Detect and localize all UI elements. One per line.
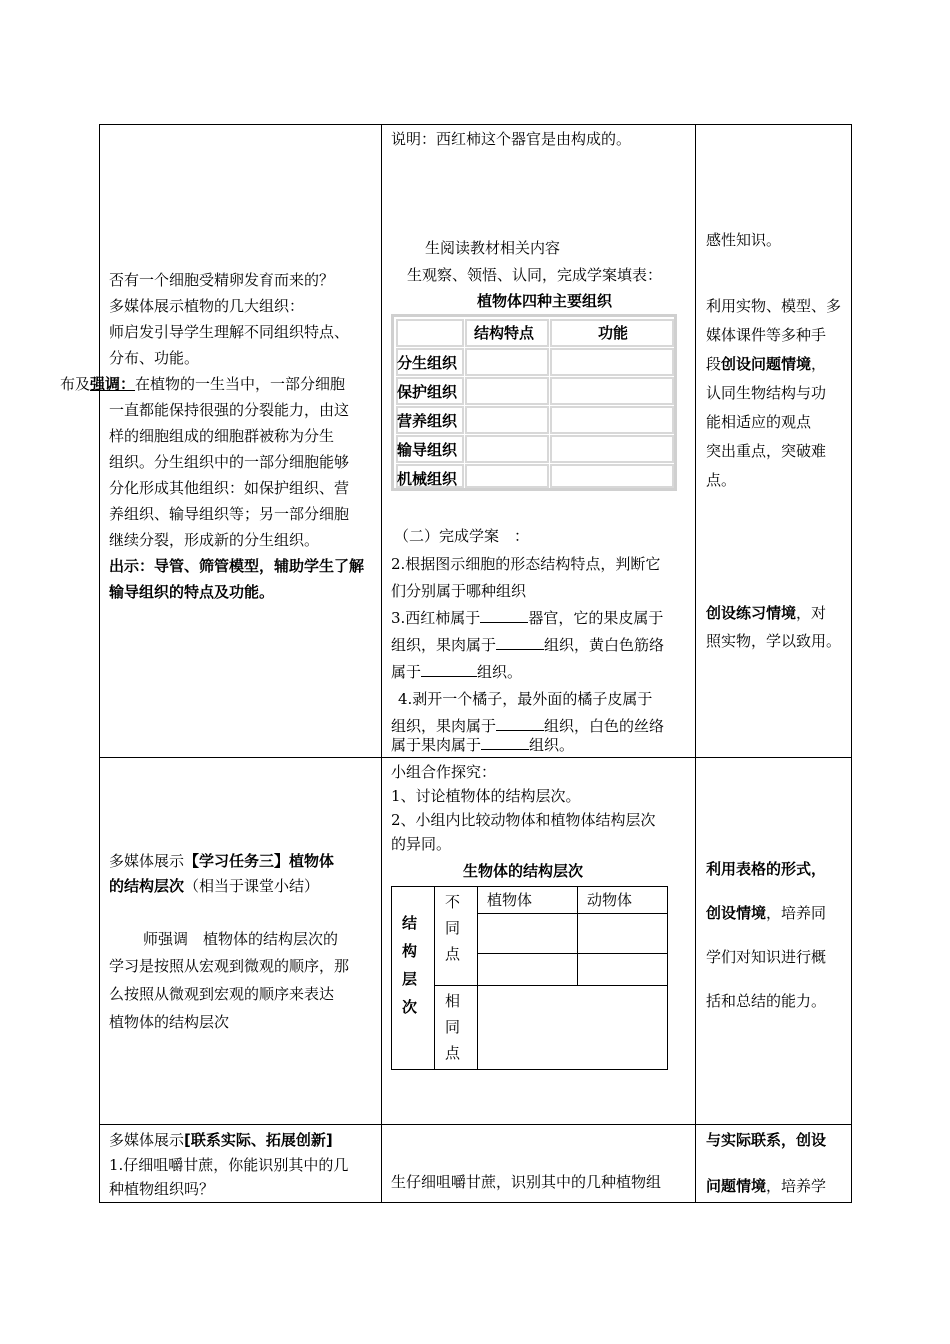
fill-blank-line xyxy=(391,605,663,631)
text-segment-bold: 植物体 xyxy=(289,852,335,870)
mid-text-line: 生观察、领悟、认同，完成学案填表： xyxy=(407,266,663,284)
text-segment: 组织。 xyxy=(529,736,575,754)
right-text-line-bold xyxy=(706,1127,826,1153)
table-cell xyxy=(550,464,674,488)
left-text-line: 分化形成其他组织：如保护组织、营 xyxy=(109,479,350,497)
text-segment-bold: 的结构层次 xyxy=(109,877,185,895)
left-text-line: 继续分裂，形成新的分生组织。 xyxy=(109,531,320,549)
text-segment: 组织，白色的丝络 xyxy=(544,717,665,735)
right-text-line xyxy=(706,1173,826,1199)
text-segment: ，培养学 xyxy=(766,1177,827,1195)
diff-label-vertical xyxy=(445,889,460,967)
tissue-table xyxy=(391,314,677,491)
col-header-plant: 植物体 xyxy=(487,891,533,909)
right-text-line: 学们对知识进行概 xyxy=(706,948,827,966)
text-segment-bold: 与实际联系， xyxy=(706,1131,797,1149)
right-text-line: 认同生物结构与功 xyxy=(706,384,827,402)
fill-blank-line xyxy=(391,632,664,658)
label-char: 点 xyxy=(445,945,461,963)
text-segment: 3.西红柿属于 xyxy=(391,609,481,627)
table-header: 功能 xyxy=(598,324,629,342)
text-segment: 组织，果肉属于 xyxy=(391,717,497,735)
left-text-line: 分布、功能。 xyxy=(109,349,200,367)
text-segment: 属于 xyxy=(391,663,422,681)
mid-text-line: 的异同。 xyxy=(391,835,452,853)
row-header-char: 构 xyxy=(402,942,418,960)
right-text-line-bold: 利用表格的形式， xyxy=(706,860,827,878)
table2-title: 生物体的结构层次 xyxy=(463,862,584,880)
col-header-animal: 动物体 xyxy=(587,891,633,909)
text-segment: 组织。 xyxy=(477,663,523,681)
row-header-vertical xyxy=(402,909,417,1021)
right-text-line: 感性知识。 xyxy=(706,231,782,249)
mid-text-line: 小组合作探究： xyxy=(391,763,497,781)
mid-text-line: 1、讨论植物体的结构层次。 xyxy=(391,787,581,805)
mid-text-line: 生阅读教材相关内容 xyxy=(425,239,561,257)
label-char: 同 xyxy=(445,919,461,937)
col-divider-2 xyxy=(695,124,696,1203)
text-segment-bold: 创设问题情境 xyxy=(721,355,812,373)
row-header-char: 层 xyxy=(402,970,418,988)
label-char: 不 xyxy=(445,893,461,911)
right-text-line: 媒体课件等多种手 xyxy=(706,326,827,344)
text-segment: ，培养同 xyxy=(766,904,827,922)
label-char: 点 xyxy=(445,1044,461,1062)
table-border-bottom xyxy=(99,1202,852,1203)
answer-blank[interactable] xyxy=(421,660,477,677)
table-row-label: 分生组织 xyxy=(397,354,458,372)
table-cell xyxy=(550,348,674,376)
left-text-line: 么按照从微观到宏观的顺序来表达 xyxy=(109,985,335,1003)
table-cell xyxy=(465,464,549,488)
table-row-label: 输导组织 xyxy=(397,441,458,459)
table-cell xyxy=(550,406,674,434)
left-text-line xyxy=(109,1127,333,1153)
mid-text-line: 2.根据图示细胞的形态结构特点，判断它 xyxy=(391,555,661,573)
text-segment: ， xyxy=(811,355,827,373)
left-text-line xyxy=(109,873,319,899)
margin-note xyxy=(60,371,345,397)
text-segment-bold: 创设情境 xyxy=(706,904,767,922)
margin-note-text: 布及 xyxy=(60,375,91,393)
table-border-right xyxy=(851,124,852,1203)
text-segment-bold: 【学习任务三】 xyxy=(184,852,290,870)
right-text-line: 照实物，学以致用。 xyxy=(706,632,842,650)
left-text-line: 植物体的结构层次 xyxy=(109,1013,230,1031)
mid-text-line: 们分别属于哪种组织 xyxy=(391,582,527,600)
text-segment: 组织，黄白色筋络 xyxy=(544,636,665,654)
left-text-line xyxy=(109,848,334,874)
left-text-line: 否有一个细胞受精卵发育而来的？ xyxy=(109,271,335,289)
table-line xyxy=(477,887,478,1069)
left-text-line: 师强调 植物体的结构层次的 xyxy=(143,930,339,948)
left-text-line-bold: 输导组织的特点及功能。 xyxy=(109,583,275,601)
right-text-line: 括和总结的能力。 xyxy=(706,992,827,1010)
mid-text-line: 生仔细咀嚼甘蔗，识别其中的几种植物组 xyxy=(391,1173,662,1191)
right-text-line xyxy=(706,351,826,377)
table-row-label: 营养组织 xyxy=(397,412,458,430)
left-text-line: 种植物组织吗？ xyxy=(109,1180,215,1198)
fill-blank-line xyxy=(391,659,522,685)
mid-text-line: 4.剥开一个橘子，最外面的橘子皮属于 xyxy=(398,690,653,708)
label-char: 同 xyxy=(445,1018,461,1036)
text-segment: 器官，它的果皮属于 xyxy=(528,609,664,627)
col-divider-1 xyxy=(381,124,382,1203)
right-text-line xyxy=(706,900,826,926)
mid-text-line: 说明：西红柿这个器官是由构成的。 xyxy=(391,130,632,148)
left-text-line: 学习是按照从宏观到微观的顺序，那 xyxy=(109,957,350,975)
table-cell xyxy=(465,377,549,405)
right-text-line: 突出重点，突破难 xyxy=(706,442,827,460)
answer-blank[interactable] xyxy=(480,606,528,623)
text-segment-bold: 创设 xyxy=(796,1131,827,1149)
table-border-top xyxy=(99,124,852,125)
structure-level-table xyxy=(391,886,668,1070)
right-text-line: 利用实物、模型、多 xyxy=(706,297,842,315)
left-text-line: 多媒体展示植物的几大组织： xyxy=(109,297,305,315)
table-cell xyxy=(550,377,674,405)
mid-text-line: （二）完成学案 ： xyxy=(394,527,530,545)
label-char: 相 xyxy=(445,992,461,1010)
table-line xyxy=(477,913,667,914)
left-text-line-bold: 出示：导管、筛管模型，辅助学生了解 xyxy=(109,557,365,575)
table-row-label: 保护组织 xyxy=(397,383,458,401)
row-header-char: 次 xyxy=(402,998,418,1016)
answer-blank[interactable] xyxy=(496,633,544,650)
table1-title: 植物体四种主要组织 xyxy=(477,292,613,310)
emphasis-text: 在植物的一生当中，一部分细胞 xyxy=(135,375,346,393)
text-segment-bold: [联系实际、拓展创新] xyxy=(184,1131,333,1149)
right-text-line xyxy=(706,600,826,626)
right-text-line: 能相适应的观点 xyxy=(706,413,812,431)
answer-blank[interactable] xyxy=(481,733,529,750)
text-segment-bold: 创设练习情境 xyxy=(706,604,797,622)
table-header: 结构特点 xyxy=(474,324,535,342)
table-line xyxy=(477,953,667,954)
left-text-line: 组织。分生组织中的一部分细胞能够 xyxy=(109,453,350,471)
answer-blank[interactable] xyxy=(496,714,544,731)
row-header-char: 结 xyxy=(402,914,418,932)
row-divider-2 xyxy=(99,1124,852,1125)
table-line xyxy=(577,887,578,985)
left-text-line: 师启发引导学生理解不同组织特点、 xyxy=(109,323,350,341)
fill-blank-line xyxy=(391,732,574,758)
text-segment: ，对 xyxy=(796,604,827,622)
table-cell xyxy=(465,348,549,376)
table-cell xyxy=(550,435,674,463)
table-row-label: 机械组织 xyxy=(397,470,458,488)
text-segment: （相当于课堂小结） xyxy=(184,877,320,895)
left-text-line: 样的细胞组成的细胞群被称为分生 xyxy=(109,427,335,445)
text-segment: 属于果肉属于 xyxy=(391,736,482,754)
left-text-line: 1.仔细咀嚼甘蔗，你能识别其中的几 xyxy=(109,1156,349,1174)
left-text-line: 一直都能保持很强的分裂能力，由这 xyxy=(109,401,350,419)
text-segment: 多媒体展示 xyxy=(109,1131,185,1149)
table-line xyxy=(434,985,667,986)
text-segment-bold: 问题情境 xyxy=(706,1177,767,1195)
emphasis-label: 强调： xyxy=(90,375,136,393)
table-line xyxy=(434,887,435,1069)
table-cell xyxy=(465,406,549,434)
text-segment: 段 xyxy=(706,355,722,373)
text-segment: 组织，果肉属于 xyxy=(391,636,497,654)
right-text-line: 点。 xyxy=(706,471,737,489)
left-text-line: 养组织、输导组织等；另一部分细胞 xyxy=(109,505,350,523)
text-segment: 多媒体展示 xyxy=(109,852,185,870)
same-label-vertical xyxy=(445,988,460,1066)
mid-text-line: 2、小组内比较动物体和植物体结构层次 xyxy=(391,811,656,829)
table-cell xyxy=(396,319,464,347)
table-cell xyxy=(465,435,549,463)
table-border-left xyxy=(99,124,100,1203)
